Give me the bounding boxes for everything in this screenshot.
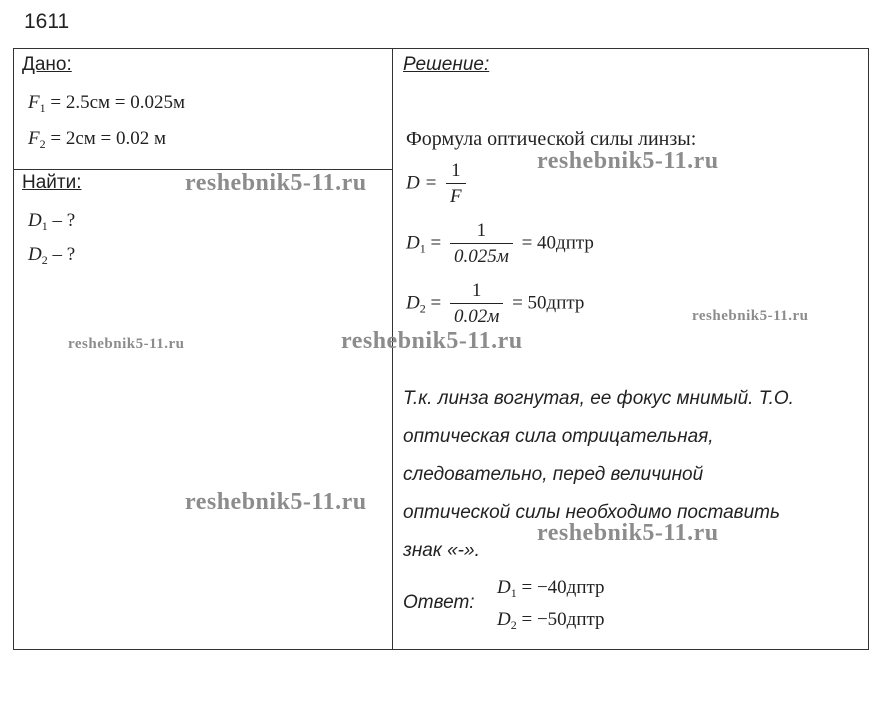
watermark: reshebnik5-11.ru bbox=[68, 336, 185, 352]
explanation-line: оптическая сила отрицательная, bbox=[403, 426, 714, 447]
watermark: reshebnik5-11.ru bbox=[537, 148, 719, 174]
watermark: reshebnik5-11.ru bbox=[185, 170, 367, 196]
formula-d: D = $\frac{1}{F}$ bbox=[406, 160, 470, 208]
given-heading: Дано: bbox=[22, 54, 72, 75]
find-d1: $D_1$ – ? bbox=[28, 210, 76, 233]
watermark: reshebnik5-11.ru bbox=[692, 308, 809, 324]
answer-label: Ответ: bbox=[403, 592, 475, 613]
explanation-line: знак «-». bbox=[403, 540, 480, 561]
solution-heading: Решение: bbox=[403, 54, 490, 75]
watermark: reshebnik5-11.ru bbox=[185, 489, 367, 515]
answer-d2: $D_2$ = −50дптр bbox=[497, 609, 605, 632]
calc-d1: $D_1$ = $\frac{1}{0.025м}$ = 40дптр bbox=[406, 220, 594, 267]
explanation-line: оптической силы необходимо поставить bbox=[403, 502, 780, 523]
watermark: reshebnik5-11.ru bbox=[537, 520, 719, 546]
formula-title: Формула оптической силы линзы: bbox=[406, 128, 697, 150]
explanation-line: следовательно, перед величиной bbox=[403, 464, 704, 485]
find-heading: Найти: bbox=[22, 172, 82, 193]
find-d2: $D_2$ – ? bbox=[28, 244, 76, 267]
answer-d1: $D_1$ = −40дптр bbox=[497, 577, 605, 600]
explanation-line: Т.к. линза вогнутая, ее фокус мнимый. Т.О. bbox=[403, 388, 794, 409]
problem-number: 1611 bbox=[24, 10, 70, 33]
given-f2: $F_2 = 2см = 0.02$ м bbox=[28, 128, 167, 151]
given-f1: $F_1 = 2.5см = 0.025м$ bbox=[28, 92, 186, 115]
watermark: reshebnik5-11.ru bbox=[341, 328, 523, 354]
calc-d2: $D_2$ = $\frac{1}{0.02м}$ = 50дптр bbox=[406, 280, 585, 327]
